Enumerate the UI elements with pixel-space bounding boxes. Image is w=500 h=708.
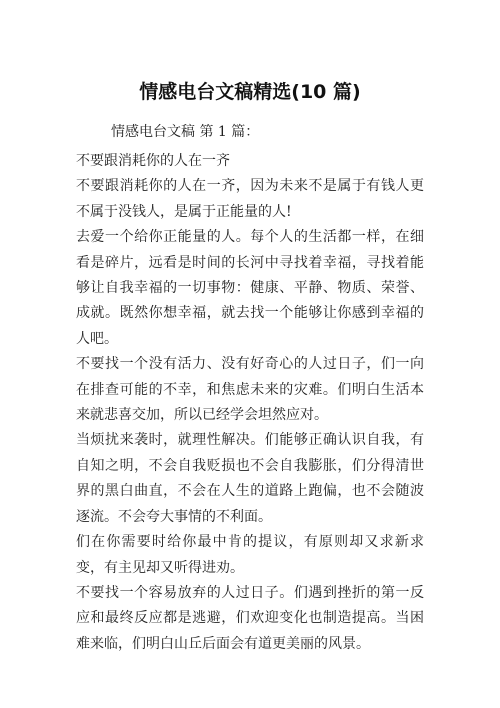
page-title: 情感电台文稿精选(10 篇)	[139, 81, 361, 103]
paragraph: 不要跟消耗你的人在一齐，因为未来不是属于有钱人更不属于没钱人，是属于正能量的人!	[76, 178, 424, 220]
paragraph: 们在你需要时给你最中肯的提议，有原则却又求新求变，有主见却又听得进劝。	[76, 534, 424, 576]
paragraph: 当烦扰来袭时，就理性解决。们能够正确认识自我，有自知之明，不会自我贬损也不会自我膨胀，们分得清世界的黑白曲直，不会在人生的道路上跑偏，也不会随波逐流。不会夸大事情的不利面。	[76, 432, 424, 525]
paragraph: 不要找一个没有活力、没有好奇心的人过日子，们一向在排查可能的不幸，和焦虑未来的灾难。们明白生活本来就悲喜交加，所以已经学会坦然应对。	[76, 356, 424, 424]
paragraph: 不要找一个容易放弃的人过日子。们遇到挫折的第一反应和最终反应都是逃避，们欢迎变化也制造提高。当困难来临，们明白山丘后面会有道更美丽的风景。	[76, 584, 424, 652]
paragraph: 不要跟消耗你的人在一齐	[76, 153, 230, 169]
section-heading: 情感电台文稿 第 1 篇：	[111, 124, 260, 140]
document-body	[76, 149, 424, 657]
paragraph: 去爱一个给你正能量的人。每个人的生活都一样，在细看是碎片，远看是时间的长河中寻找着幸福，寻找着能够让自我幸福的一切事物：健康、平静、物质、荣誉、成就。既然你想幸福，就去找一个能够让你感到幸福的人吧。	[76, 229, 424, 347]
